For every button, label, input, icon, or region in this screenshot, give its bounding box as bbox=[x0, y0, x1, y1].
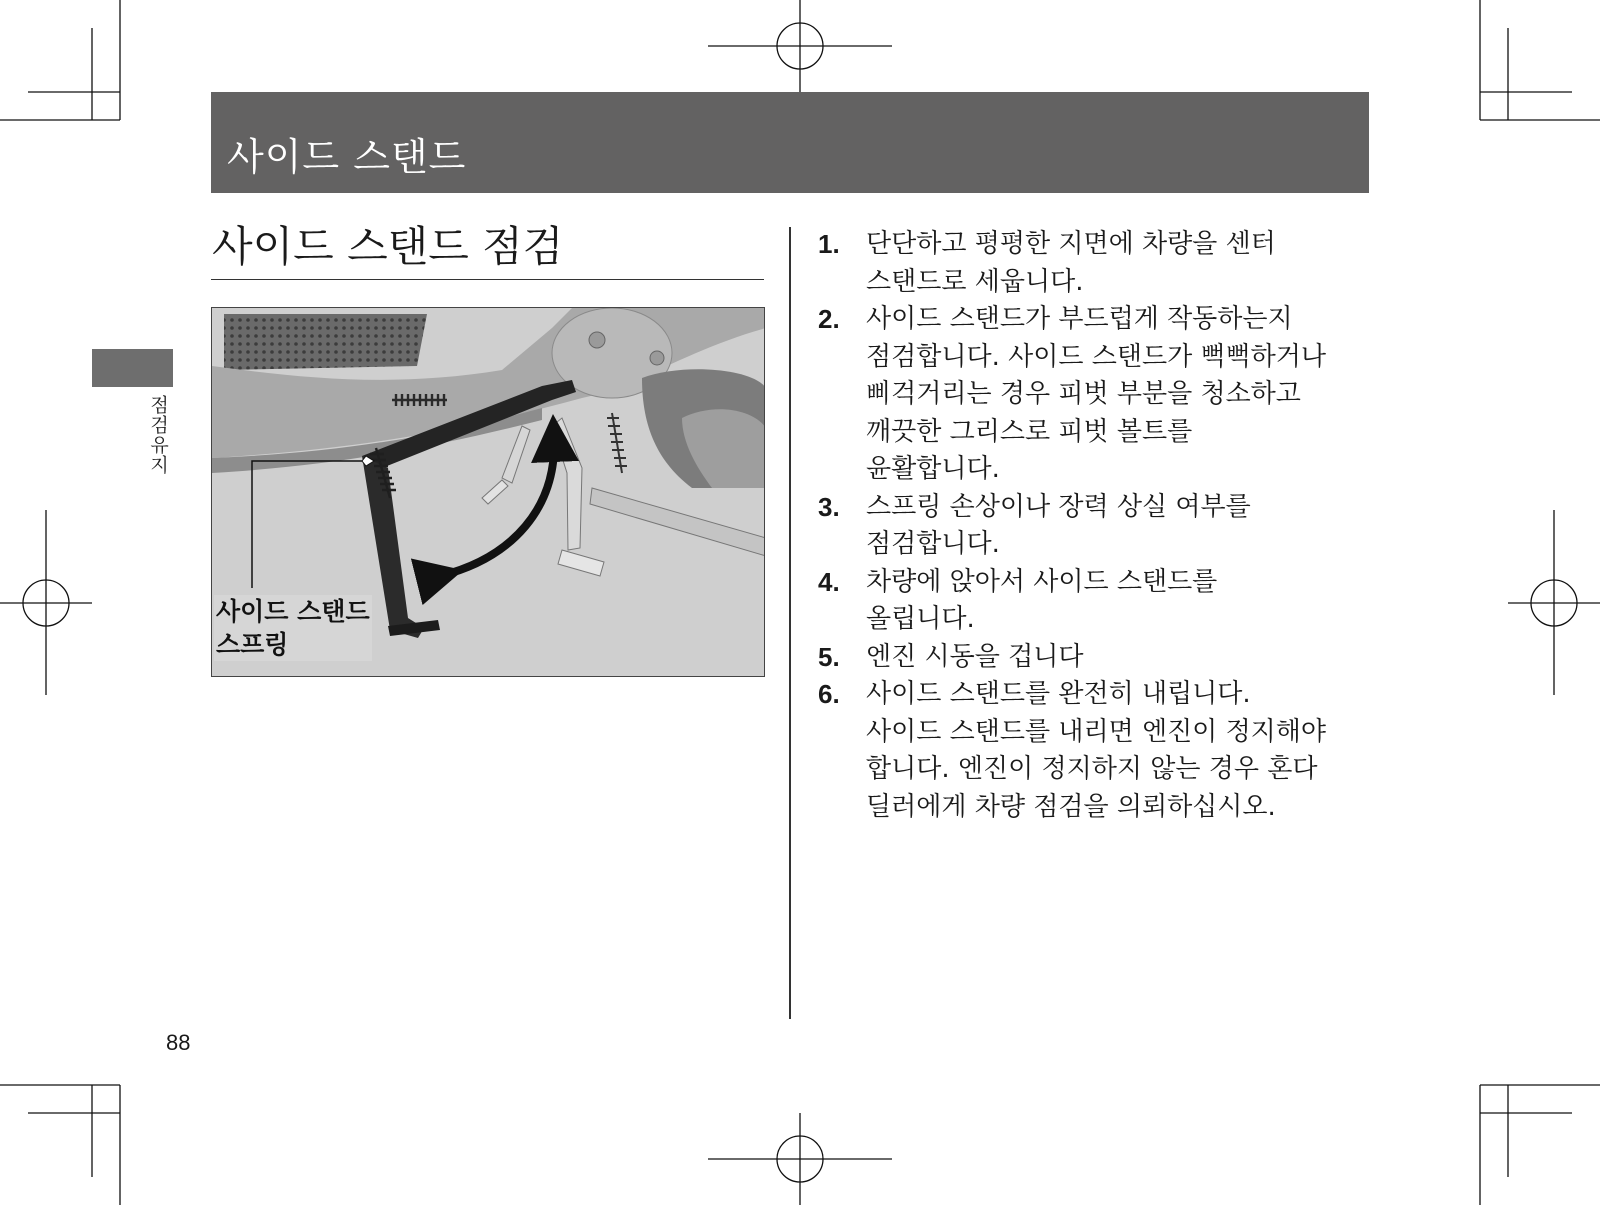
step-text: 스프링 손상이나 장력 상실 여부를 점검합니다. bbox=[866, 491, 1251, 559]
step-number: 1. bbox=[818, 229, 840, 259]
header-band bbox=[211, 92, 1369, 193]
column-divider bbox=[789, 227, 791, 1019]
step-item bbox=[818, 489, 1378, 564]
header-title: 사이드 스탠드 bbox=[227, 135, 467, 179]
chapter-tab-label: 점검유지 bbox=[147, 395, 169, 475]
step-item bbox=[818, 639, 1378, 677]
step-text: 사이드 스탠드가 부드럽게 작동하는지 점검합니다. 사이드 스탠드가 뻑뻑하거나 삐걱거리는 경우 피벗 부분을 청소하고 깨끗한 그리스로 피벗 볼트를 윤활합니다. bbox=[866, 304, 1327, 484]
section-title: 사이드 스탠드 점검 bbox=[212, 222, 564, 271]
step-number: 3. bbox=[818, 491, 840, 522]
procedure-steps bbox=[818, 226, 1378, 826]
section-rule bbox=[211, 279, 764, 280]
step-text: 단단하고 평평한 지면에 차량을 센터 스탠드로 세웁니다. bbox=[866, 229, 1276, 297]
step-number: 5. bbox=[818, 641, 840, 672]
step-number: 4. bbox=[818, 566, 840, 597]
page-number: 88 bbox=[166, 1030, 191, 1055]
step-number: 6. bbox=[818, 679, 840, 709]
step-text: 엔진 시동을 겁니다 bbox=[866, 641, 1084, 672]
step-item bbox=[818, 301, 1378, 489]
callout-line-2: 스프링 bbox=[216, 630, 289, 659]
step-item bbox=[818, 676, 1378, 826]
chapter-tab bbox=[92, 349, 173, 387]
step-item bbox=[818, 226, 1378, 301]
step-number: 2. bbox=[818, 304, 840, 334]
step-text: 사이드 스탠드를 완전히 내립니다. 사이드 스탠드를 내리면 엔진이 정지해야 합니다. 엔진이 정지하지 않는 경우 혼다 딜러에게 차량 점검을 의뢰하십시오. bbox=[866, 679, 1327, 822]
side-stand-figure bbox=[211, 307, 765, 677]
step-text: 차량에 앉아서 사이드 스탠드를 올립니다. bbox=[866, 566, 1218, 634]
callout-line-1: 사이드 스탠드 bbox=[216, 597, 370, 626]
figure-callout bbox=[214, 595, 372, 661]
step-item bbox=[818, 564, 1378, 639]
